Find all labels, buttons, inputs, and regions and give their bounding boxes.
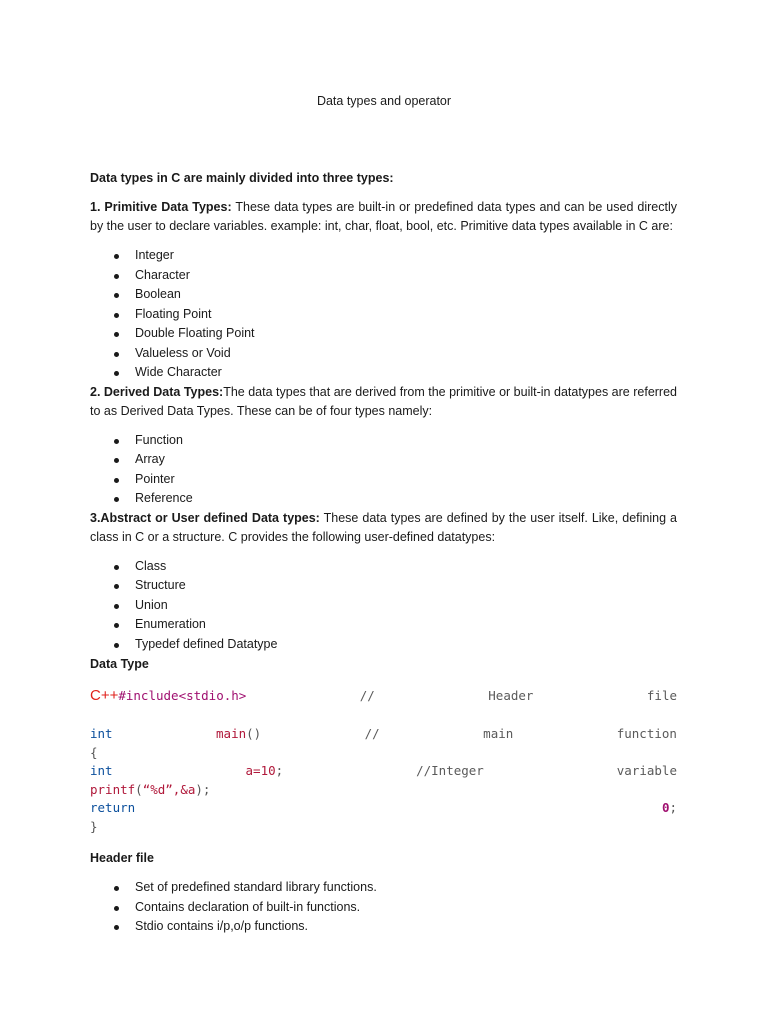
code-semicolon: ; (669, 800, 677, 815)
list-item: Pointer (114, 470, 677, 490)
list-item: Contains declaration of built-in functions. (114, 898, 677, 918)
list-item: Floating Point (114, 305, 677, 325)
code-parens: () (246, 726, 262, 741)
code-function-name: main (216, 726, 247, 741)
abstract-list (90, 557, 677, 655)
code-header-name: <stdio.h> (178, 688, 247, 703)
list-item: Character (114, 266, 677, 286)
list-item: Enumeration (114, 615, 677, 635)
derived-text: The data types that are derived from the primitive or built-in datatypes are referred to as Derived Data Types. These can be of four types namely: (90, 384, 677, 418)
document-title: Data types and operator (316, 94, 452, 108)
code-args: ,&a (172, 781, 196, 797)
list-item: Stdio contains i/p,o/p functions. (114, 917, 677, 937)
code-return-value: 0 (661, 800, 670, 815)
code-brace: } (90, 818, 98, 834)
code-keyword: int (90, 763, 113, 778)
list-item: Array (114, 450, 677, 470)
code-line-return (90, 799, 677, 818)
code-line-int (90, 762, 677, 781)
code-comment-word: main (483, 726, 514, 741)
list-item: Function (114, 431, 677, 451)
document-body (90, 170, 677, 937)
code-function-name: printf (90, 781, 136, 797)
code-line-brace-open (90, 744, 677, 763)
data-type-heading: Data Type (90, 657, 149, 671)
code-brace: { (90, 744, 98, 760)
intro-heading: Data types in C are mainly divided into three types: (90, 171, 394, 185)
list-item: Set of predefined standard library functions. (114, 878, 677, 898)
list-item: Class (114, 557, 677, 577)
primitive-text: These data types are built-in or predefined data types and can be used directly by the user to declare variables. example: int, char, float, bool, etc. Primitive data types available in C are: (90, 200, 677, 233)
code-assignment: a=10 (245, 763, 276, 778)
code-line-include (90, 685, 677, 707)
derived-list (90, 431, 677, 509)
list-item: Boolean (114, 285, 677, 305)
code-close: ); (195, 781, 211, 797)
list-item: Wide Character (114, 363, 677, 383)
code-keyword: int (90, 726, 113, 741)
primitive-list (90, 246, 677, 383)
derived-label: 2. Derived Data Types: (90, 384, 224, 399)
list-item: Valueless or Void (114, 344, 677, 364)
code-comment-word: variable (616, 763, 677, 778)
primitive-label: 1. Primitive Data Types: (90, 200, 232, 214)
code-blank-line (90, 707, 677, 725)
code-semicolon: ; (275, 763, 284, 778)
code-comment-word: file (646, 688, 677, 703)
code-line-main (90, 725, 677, 744)
list-item: Integer (114, 246, 677, 266)
cpp-label: C++ (90, 687, 119, 704)
code-line-printf (90, 781, 677, 800)
code-block (90, 685, 677, 836)
list-item: Structure (114, 576, 677, 596)
code-comment-word: Header (488, 688, 534, 703)
code-comment-slashes: // (364, 726, 380, 741)
header-file-heading: Header file (90, 851, 154, 865)
list-item: Union (114, 596, 677, 616)
code-comment-word: function (616, 726, 677, 741)
code-keyword: return (90, 800, 136, 815)
list-item: Reference (114, 489, 677, 509)
code-comment-slashes: // (359, 688, 375, 703)
code-paren: ( (135, 781, 143, 797)
abstract-label: 3.Abstract or User defined Data types: (90, 510, 320, 525)
abstract-text: These data types are defined by the user itself. Like, defining a class in C or a structure. C provides the following user-defined datatypes: (90, 510, 677, 544)
list-item: Double Floating Point (114, 324, 677, 344)
code-directive: #include (118, 688, 179, 703)
abstract-paragraph (90, 509, 677, 547)
header-file-list (90, 878, 677, 937)
code-comment-word: //Integer (416, 763, 484, 778)
derived-paragraph (90, 383, 677, 421)
code-string: “%d” (142, 781, 173, 797)
primitive-paragraph (90, 198, 677, 236)
code-line-brace-close (90, 818, 677, 837)
list-item: Typedef defined Datatype (114, 635, 677, 655)
